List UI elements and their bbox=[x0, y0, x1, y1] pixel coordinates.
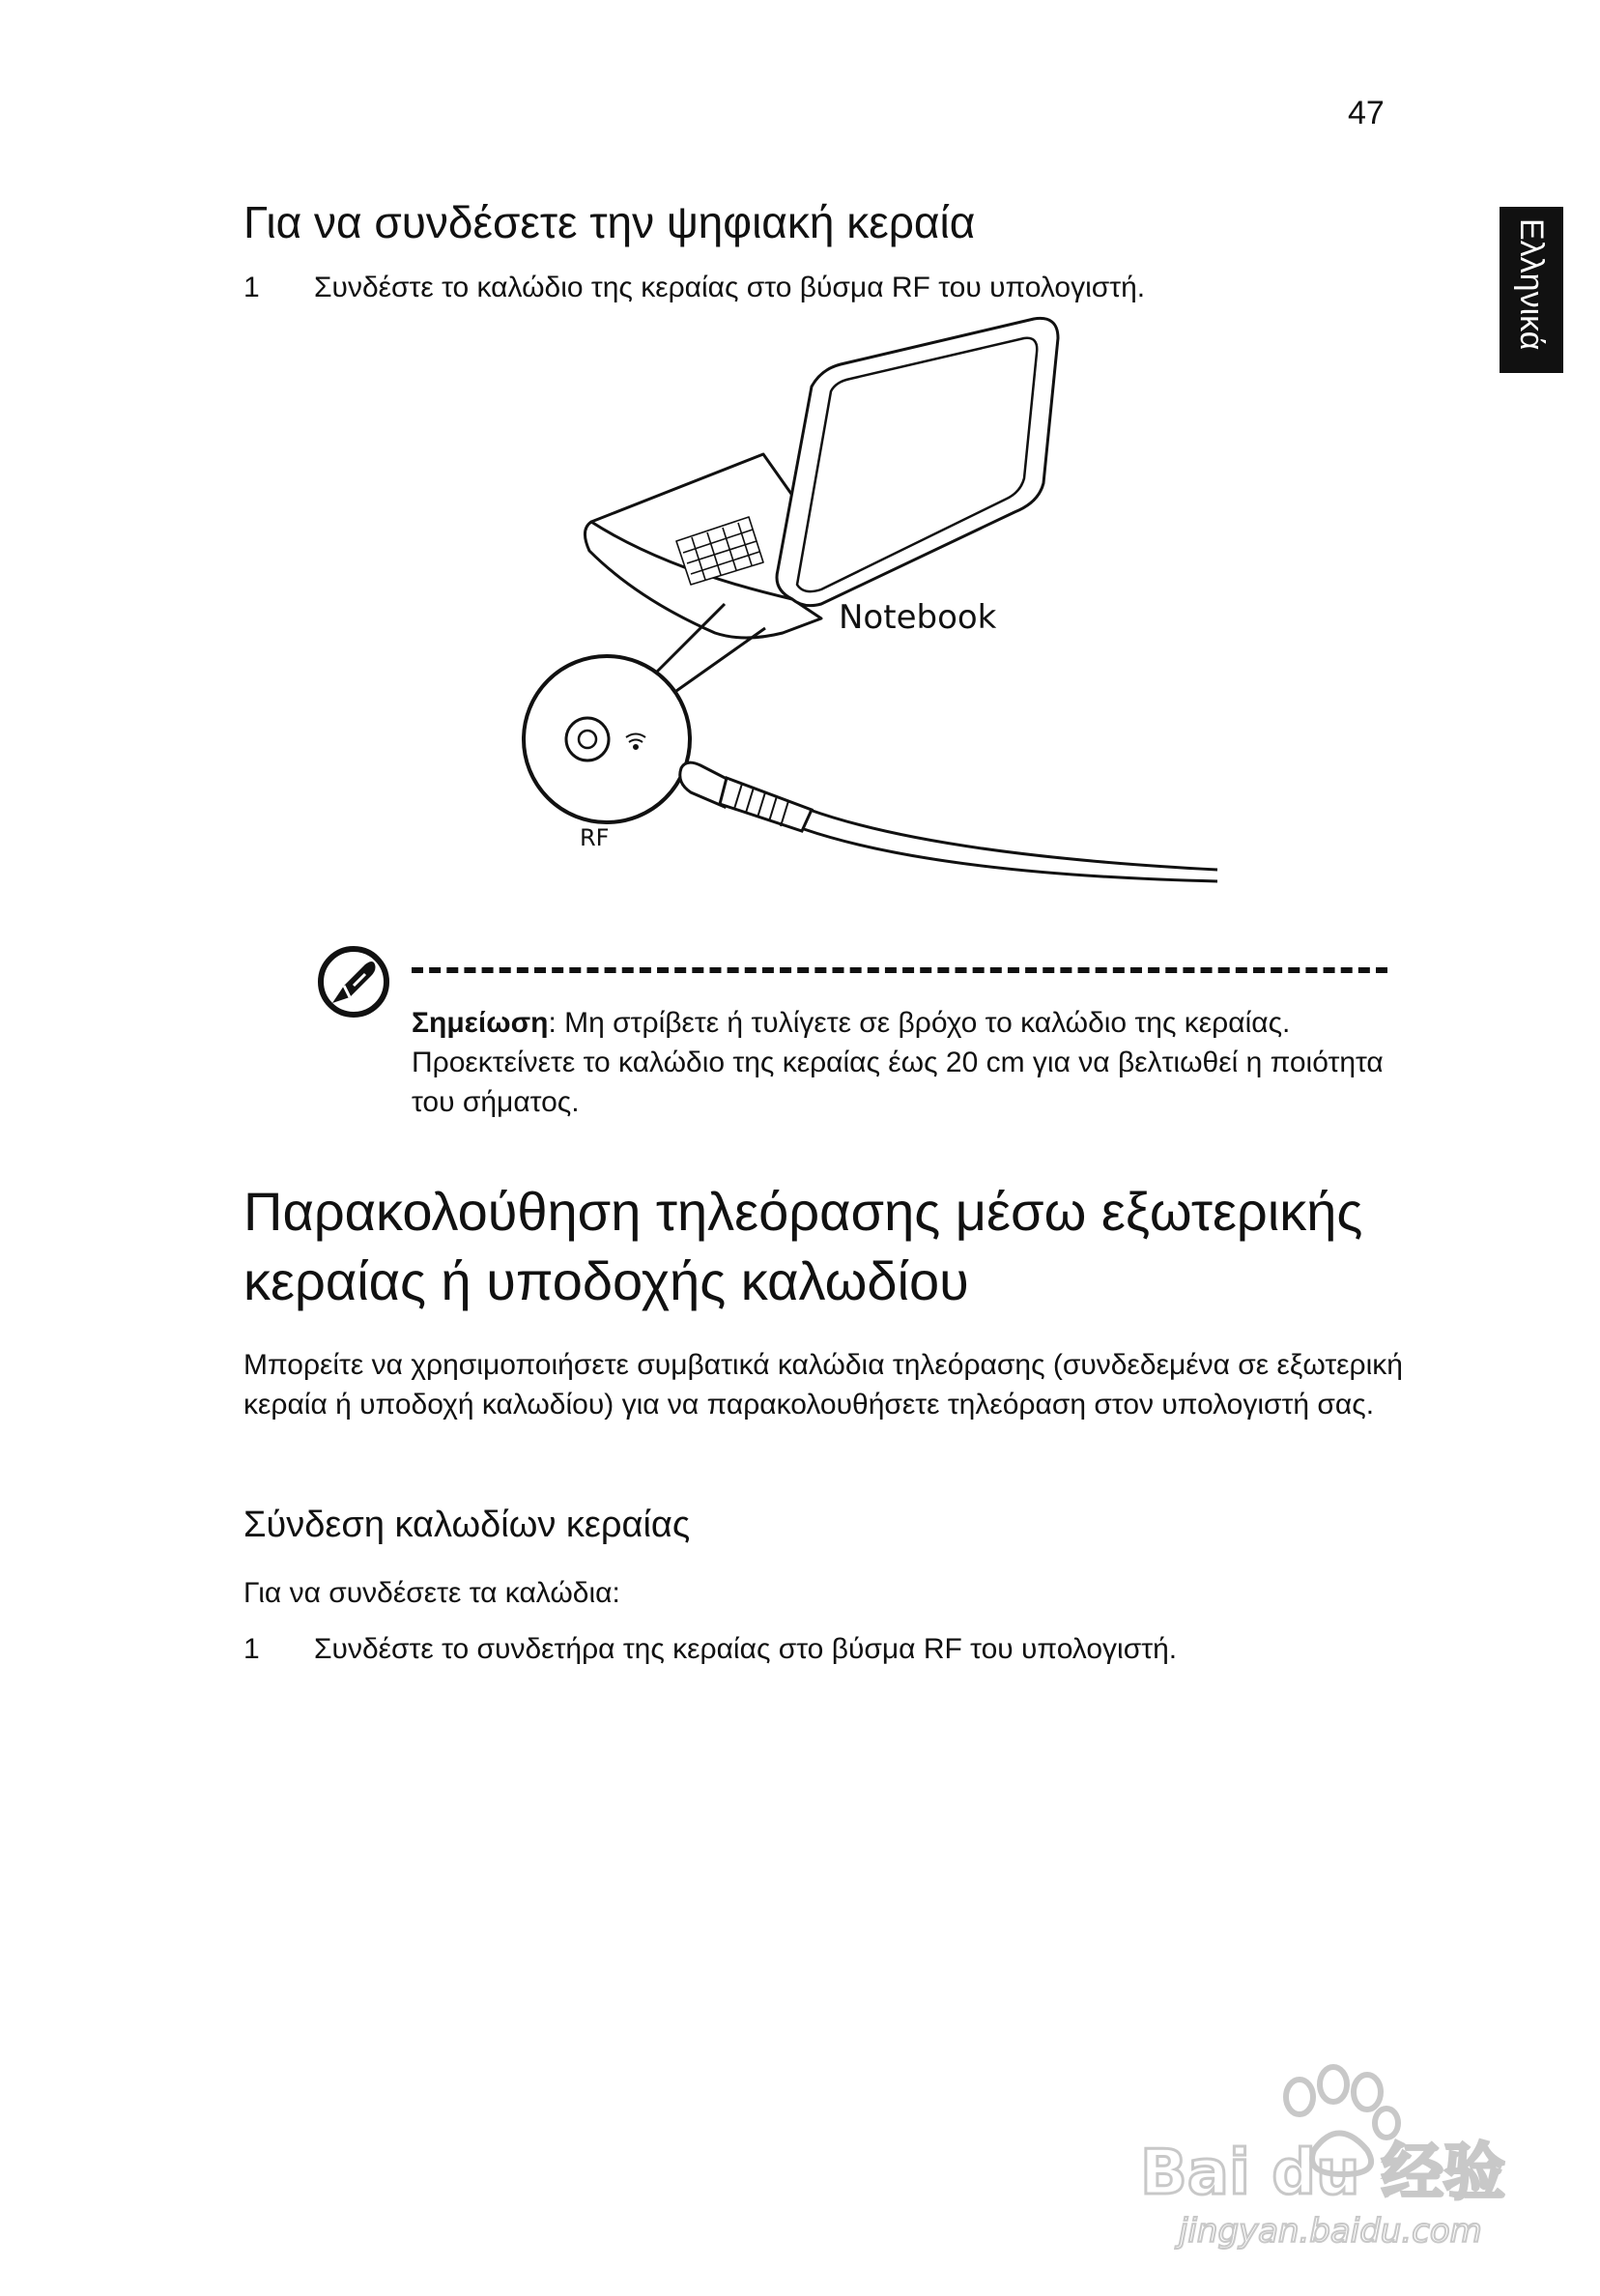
notebook-illustration bbox=[585, 318, 1058, 638]
instruction-lead: Για να συνδέσετε τα καλώδια: bbox=[243, 1577, 620, 1609]
step-number: 1 bbox=[243, 1633, 260, 1665]
note-text bbox=[412, 1003, 1387, 1122]
note-label: Σημείωση bbox=[412, 1007, 549, 1039]
step-text: Συνδέστε το καλώδιο της κεραίας στο βύσμα RF του υπολογιστή. bbox=[314, 272, 1146, 303]
notebook-rf-illustration bbox=[502, 309, 1237, 889]
watermark-url: jingyan.baidu.com bbox=[1179, 2212, 1482, 2251]
rf-port-detail bbox=[524, 656, 690, 822]
note-body: : Μη στρίβετε ή τυλίγετε σε βρόχο το καλώδιο της κεραίας. Προεκτείνετε το καλώδιο της κεραίας έως 20 cm για να βελτιωθεί η ποιότητα του σήματος. bbox=[412, 1007, 1384, 1118]
step-text: Συνδέστε το συνδετήρα της κεραίας στο βύσμα RF του υπολογιστή. bbox=[314, 1633, 1178, 1665]
language-tab-label: Ελληνικά bbox=[1513, 218, 1550, 351]
baidu-jingyan-watermark bbox=[1121, 2044, 1546, 2252]
watermark-brand: Bai du 经验 bbox=[1140, 2138, 1505, 2209]
step-number: 1 bbox=[243, 272, 260, 303]
notebook-label: Notebook bbox=[839, 598, 997, 637]
note-divider bbox=[412, 967, 1387, 973]
list-item bbox=[0, 1633, 1353, 1672]
page-number: 47 bbox=[1348, 95, 1385, 131]
section-heading-external-antenna: Παρακολούθηση τηλεόρασης μέσω εξωτερικής κεραίας ή υποδοχής καλωδίου bbox=[243, 1181, 1363, 1311]
coax-cable bbox=[680, 762, 1217, 881]
rf-label: RF bbox=[580, 824, 610, 851]
language-tab bbox=[1500, 207, 1563, 373]
subheading-antenna-cables: Σύνδεση καλωδίων κεραίας bbox=[243, 1505, 691, 1545]
section-paragraph: Μπορείτε να χρησιμοποιήσετε συμβατικά καλώδια τηλεόρασης (συνδεδεμένα σε εξωτερική κεραία ή υποδοχή καλωδίου) για να παρακολουθήσετε τηλεόραση στον υπολογιστή σας. bbox=[243, 1349, 1403, 1421]
section-heading-digital-antenna: Για να συνδέσετε την ψηφιακή κεραία bbox=[243, 197, 976, 247]
note-pen-icon bbox=[315, 943, 392, 1020]
list-item bbox=[0, 272, 1353, 310]
